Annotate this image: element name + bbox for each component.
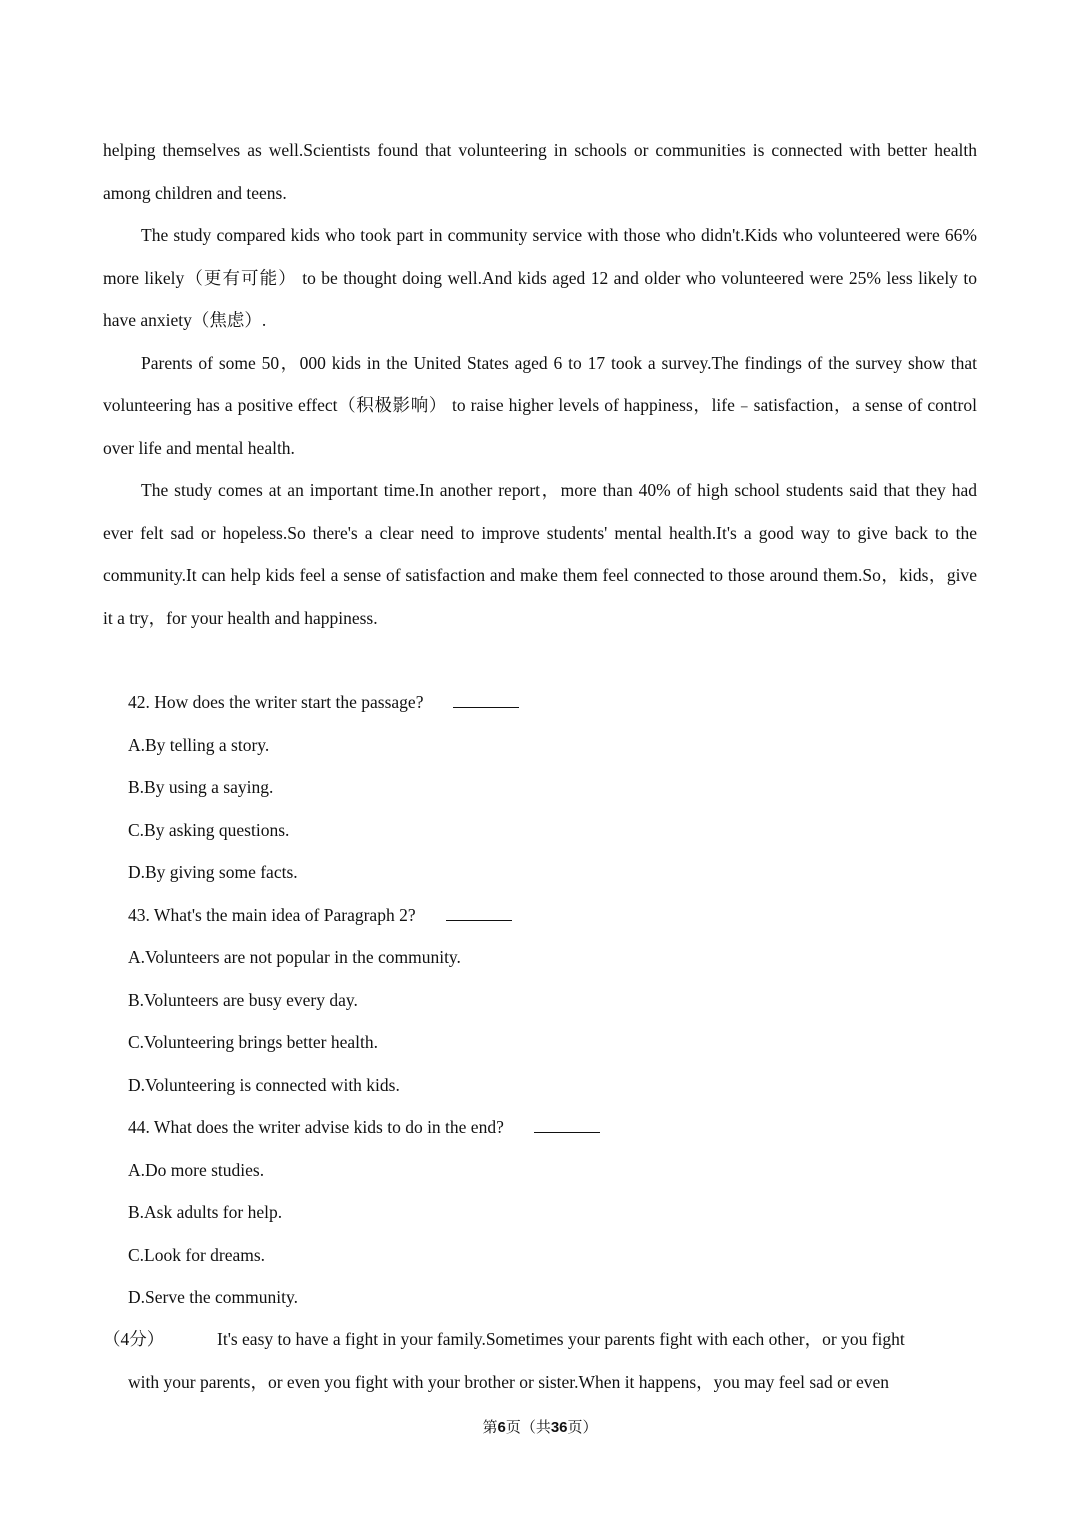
page-footer: 第6页（共36页）	[482, 1419, 598, 1436]
option-d: D.By giving some facts.	[128, 862, 298, 882]
option-c: C.Volunteering brings better health.	[128, 1032, 378, 1052]
question-stem: 42. How does the writer start the passage?	[128, 692, 424, 712]
answer-blank[interactable]	[453, 687, 519, 708]
next-passage-line-2: with your parents，or even you fight with your brother or sister.When it happens，you may feel sad or even	[128, 1371, 890, 1392]
option-a: A.Do more studies.	[128, 1159, 265, 1180]
option-b: B.Volunteers are busy every day.	[128, 989, 358, 1010]
option-d: D.Volunteering is connected with kids.	[128, 1074, 400, 1095]
question-44	[128, 1106, 977, 1319]
next-passage	[103, 1318, 977, 1403]
question-42	[128, 681, 977, 894]
current-page-number: 6	[497, 1419, 506, 1436]
option-d: D.Serve the community.	[128, 1287, 298, 1307]
question-stem: 44. What does the writer advise kids to do in the end?	[128, 1117, 504, 1137]
option-c: C.By asking questions.	[128, 819, 290, 840]
reading-passage	[103, 129, 977, 639]
option-b: B.Ask adults for help.	[128, 1202, 283, 1222]
question-43	[128, 894, 977, 1107]
score-label: （4分）	[103, 1329, 165, 1349]
answer-blank[interactable]	[534, 1112, 600, 1133]
passage-paragraph-1: helping themselves as well.Scientists found that volunteering in schools or communities is connected with better health among children and teens.	[103, 140, 977, 203]
answer-blank[interactable]	[446, 900, 512, 921]
option-c: C.Look for dreams.	[128, 1244, 266, 1265]
option-b: B.By using a saying.	[128, 777, 274, 797]
option-a: A.By telling a story.	[128, 734, 270, 755]
question-stem: 43. What's the main idea of Paragraph 2?	[128, 904, 416, 925]
option-a: A.Volunteers are not popular in the community.	[128, 947, 461, 967]
passage-paragraph-2: The study compared kids who took part in community service with those who didn't.Kids who volunteered were 66% more likely（更有可能） to be thought doing well.And kids aged 12 and older who volunteered were 25% less likely to have anxiety（焦虑）.	[103, 225, 977, 330]
passage-paragraph-3: Parents of some 50，000 kids in the United States aged 6 to 17 took a survey.The findings of the survey show that volunteering has a positive effect（积极影响） to raise higher levels of happiness，life﹣satisfaction，a sense of control over life and mental health.	[103, 352, 977, 458]
passage-paragraph-4: The study comes at an important time.In another report，more than 40% of high school students said that they had ever felt sad or hopeless.So there's a clear need to improve students' mental health.It's a good way to give back to the community.It can help kids feel a sense of satisfaction and make them feel connected to those around them.So，kids，give it a try，for your health and happiness.	[103, 480, 977, 628]
total-page-count: 36	[550, 1419, 568, 1436]
next-passage-line-1: It's easy to have a fight in your family.Sometimes your parents fight with each other，or you fight	[217, 1329, 905, 1349]
question-list	[128, 681, 977, 1319]
